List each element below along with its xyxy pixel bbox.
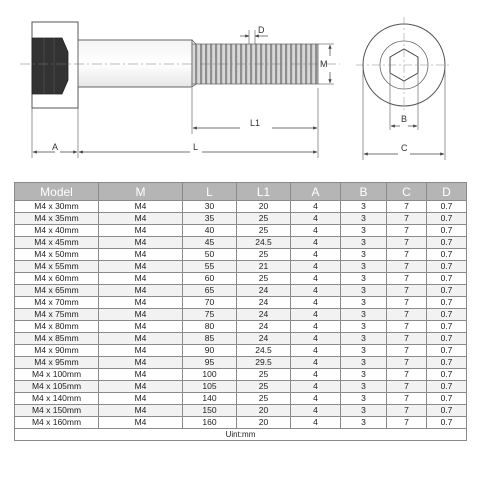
table-cell: 7	[387, 213, 427, 225]
table-cell: 7	[387, 381, 427, 393]
table-cell: 3	[341, 417, 387, 429]
table-row	[15, 297, 467, 309]
table-cell: 7	[387, 225, 427, 237]
table-cell: 3	[341, 333, 387, 345]
table-cell: 4	[291, 285, 341, 297]
table-cell: 0.7	[427, 345, 467, 357]
table-cell: 75	[183, 309, 237, 321]
table-cell: 160	[183, 417, 237, 429]
table-cell: M4	[99, 201, 183, 213]
table-cell: 7	[387, 309, 427, 321]
table-cell: 4	[291, 201, 341, 213]
table-cell: M4	[99, 405, 183, 417]
dimension-l	[79, 134, 318, 158]
table-cell: 30	[183, 201, 237, 213]
table-cell: M4 x 105mm	[15, 381, 99, 393]
table-cell: 65	[183, 285, 237, 297]
header-a: A	[291, 183, 341, 201]
table-cell: M4 x 150mm	[15, 405, 99, 417]
table-cell: M4	[99, 417, 183, 429]
table-cell: 3	[341, 309, 387, 321]
table-cell: M4	[99, 237, 183, 249]
table-row	[15, 273, 467, 285]
table-cell: 24	[237, 285, 291, 297]
table-row	[15, 393, 467, 405]
screw-thread	[192, 40, 318, 87]
table-row	[15, 249, 467, 261]
table-row	[15, 237, 467, 249]
table-cell: M4	[99, 345, 183, 357]
table-cell: 150	[183, 405, 237, 417]
table-cell: M4	[99, 369, 183, 381]
table-cell: 3	[341, 225, 387, 237]
table-cell: M4 x 35mm	[15, 213, 99, 225]
label-a: A	[52, 142, 59, 152]
table-cell: M4	[99, 249, 183, 261]
table-cell: 25	[237, 213, 291, 225]
table-cell: 3	[341, 261, 387, 273]
screw-dimension-drawing	[0, 0, 480, 170]
table-cell: 0.7	[427, 225, 467, 237]
table-cell: 7	[387, 345, 427, 357]
table-cell: 3	[341, 285, 387, 297]
table-cell: M4	[99, 285, 183, 297]
table-cell: 3	[341, 321, 387, 333]
table-cell: 4	[291, 213, 341, 225]
table-cell: M4 x 60mm	[15, 273, 99, 285]
table-cell: 0.7	[427, 309, 467, 321]
table-cell: 25	[237, 369, 291, 381]
dimension-l1	[192, 88, 318, 134]
table-cell: 4	[291, 321, 341, 333]
table-cell: M4	[99, 309, 183, 321]
table-row	[15, 225, 467, 237]
table-cell: 0.7	[427, 381, 467, 393]
table-cell: 29.5	[237, 357, 291, 369]
table-row	[15, 309, 467, 321]
label-l1: L1	[250, 118, 261, 128]
table-cell: 7	[387, 417, 427, 429]
dimension-a	[32, 108, 78, 158]
table-cell: 60	[183, 273, 237, 285]
table-cell: 70	[183, 297, 237, 309]
table-cell: 3	[341, 249, 387, 261]
table-cell: M4 x 55mm	[15, 261, 99, 273]
table-body	[15, 201, 467, 429]
table-cell: 24	[237, 321, 291, 333]
table-cell: 7	[387, 405, 427, 417]
table-cell: 105	[183, 381, 237, 393]
table-cell: 21	[237, 261, 291, 273]
table-cell: 45	[183, 237, 237, 249]
table-cell: 4	[291, 225, 341, 237]
table-cell: 4	[291, 237, 341, 249]
table-cell: 4	[291, 405, 341, 417]
table-cell: M4	[99, 393, 183, 405]
table-cell: 0.7	[427, 333, 467, 345]
screw-head-side-view	[32, 22, 78, 108]
header-b: B	[341, 183, 387, 201]
table-cell: 4	[291, 297, 341, 309]
table-cell: 7	[387, 261, 427, 273]
table-cell: 85	[183, 333, 237, 345]
table-row	[15, 405, 467, 417]
table-cell: 24	[237, 309, 291, 321]
table-cell: 7	[387, 249, 427, 261]
table-row	[15, 261, 467, 273]
table-cell: M4	[99, 273, 183, 285]
table-cell: 24	[237, 297, 291, 309]
table-cell: 0.7	[427, 237, 467, 249]
table-cell: 4	[291, 417, 341, 429]
table-cell: 3	[341, 405, 387, 417]
table-cell: 3	[341, 201, 387, 213]
table-row	[15, 357, 467, 369]
table-cell: 7	[387, 297, 427, 309]
table-cell: 55	[183, 261, 237, 273]
table-row	[15, 201, 467, 213]
screw-shank	[78, 40, 192, 87]
table-cell: 4	[291, 345, 341, 357]
table-cell: 25	[237, 393, 291, 405]
label-d: D	[258, 25, 265, 35]
table-cell: 7	[387, 321, 427, 333]
table-cell: M4 x 75mm	[15, 309, 99, 321]
table-cell: 3	[341, 345, 387, 357]
table-cell: 4	[291, 381, 341, 393]
table-cell: 7	[387, 369, 427, 381]
table-cell: M4 x 30mm	[15, 201, 99, 213]
header-model: Model	[15, 183, 99, 201]
table-footer-row	[15, 429, 467, 441]
table-cell: M4 x 80mm	[15, 321, 99, 333]
table-row	[15, 369, 467, 381]
table-cell: 0.7	[427, 417, 467, 429]
table-cell: M4 x 85mm	[15, 333, 99, 345]
label-l: L	[193, 142, 199, 152]
table-cell: 0.7	[427, 405, 467, 417]
table-row	[15, 213, 467, 225]
table-cell: M4 x 40mm	[15, 225, 99, 237]
table-cell: M4 x 100mm	[15, 369, 99, 381]
table-cell: 0.7	[427, 321, 467, 333]
table-cell: M4 x 45mm	[15, 237, 99, 249]
header-l1: L1	[237, 183, 291, 201]
header-l: L	[183, 183, 237, 201]
table-cell: M4	[99, 297, 183, 309]
table-cell: 25	[237, 225, 291, 237]
table-cell: 140	[183, 393, 237, 405]
table-cell: M4 x 50mm	[15, 249, 99, 261]
table-cell: M4 x 95mm	[15, 357, 99, 369]
table-cell: 7	[387, 273, 427, 285]
spec-table	[14, 182, 467, 441]
table-cell: 4	[291, 261, 341, 273]
table-cell: 95	[183, 357, 237, 369]
table-cell: 7	[387, 333, 427, 345]
table-cell: 24	[237, 333, 291, 345]
table-header-row	[15, 183, 467, 201]
label-b: B	[401, 114, 408, 124]
label-m: M	[320, 59, 328, 69]
table-cell: M4	[99, 225, 183, 237]
dimension-d	[240, 25, 268, 44]
table-cell: 20	[237, 405, 291, 417]
header-m: M	[99, 183, 183, 201]
header-c: C	[387, 183, 427, 201]
table-cell: 3	[341, 357, 387, 369]
table-cell: 4	[291, 357, 341, 369]
screw-head-top-view	[356, 17, 452, 113]
table-cell: 35	[183, 213, 237, 225]
table-cell: 3	[341, 381, 387, 393]
table-cell: M4	[99, 381, 183, 393]
table-cell: 100	[183, 369, 237, 381]
table-cell: 24.5	[237, 237, 291, 249]
table-cell: 3	[341, 213, 387, 225]
table-cell: 4	[291, 333, 341, 345]
table-row	[15, 345, 467, 357]
table-cell: M4 x 70mm	[15, 297, 99, 309]
table-cell: 7	[387, 285, 427, 297]
table-cell: 7	[387, 393, 427, 405]
table-cell: M4	[99, 357, 183, 369]
table-row	[15, 321, 467, 333]
table-cell: 7	[387, 357, 427, 369]
table-row	[15, 285, 467, 297]
table-cell: 40	[183, 225, 237, 237]
table-cell: M4	[99, 321, 183, 333]
table-cell: M4 x 65mm	[15, 285, 99, 297]
table-cell: 50	[183, 249, 237, 261]
unit-note: Uint:mm	[15, 429, 467, 441]
table-cell: 0.7	[427, 261, 467, 273]
table-cell: 0.7	[427, 297, 467, 309]
table-cell: 3	[341, 369, 387, 381]
table-cell: 4	[291, 249, 341, 261]
table-cell: 3	[341, 297, 387, 309]
table-cell: 4	[291, 309, 341, 321]
table-row	[15, 333, 467, 345]
table-cell: M4 x 90mm	[15, 345, 99, 357]
table-cell: 0.7	[427, 201, 467, 213]
table-cell: 0.7	[427, 285, 467, 297]
table-cell: 0.7	[427, 213, 467, 225]
table-cell: 4	[291, 273, 341, 285]
table-cell: M4 x 160mm	[15, 417, 99, 429]
table-cell: M4 x 140mm	[15, 393, 99, 405]
table-cell: 3	[341, 237, 387, 249]
label-c: C	[401, 143, 408, 153]
table-cell: 4	[291, 393, 341, 405]
table-cell: M4	[99, 333, 183, 345]
table-cell: 0.7	[427, 273, 467, 285]
table-cell: 0.7	[427, 369, 467, 381]
table-cell: 90	[183, 345, 237, 357]
table-cell: 25	[237, 273, 291, 285]
table-row	[15, 417, 467, 429]
table-cell: 7	[387, 237, 427, 249]
table-cell: 3	[341, 393, 387, 405]
table-cell: 4	[291, 369, 341, 381]
table-cell: 25	[237, 381, 291, 393]
table-cell: 24.5	[237, 345, 291, 357]
table-cell: 20	[237, 201, 291, 213]
table-cell: 3	[341, 273, 387, 285]
table-cell: 0.7	[427, 249, 467, 261]
table-cell: 20	[237, 417, 291, 429]
table-cell: 0.7	[427, 357, 467, 369]
table-cell: 25	[237, 249, 291, 261]
table-cell: 0.7	[427, 393, 467, 405]
table-row	[15, 381, 467, 393]
header-d: D	[427, 183, 467, 201]
table-cell: 80	[183, 321, 237, 333]
table-cell: 7	[387, 201, 427, 213]
table-cell: M4	[99, 213, 183, 225]
table-cell: M4	[99, 261, 183, 273]
